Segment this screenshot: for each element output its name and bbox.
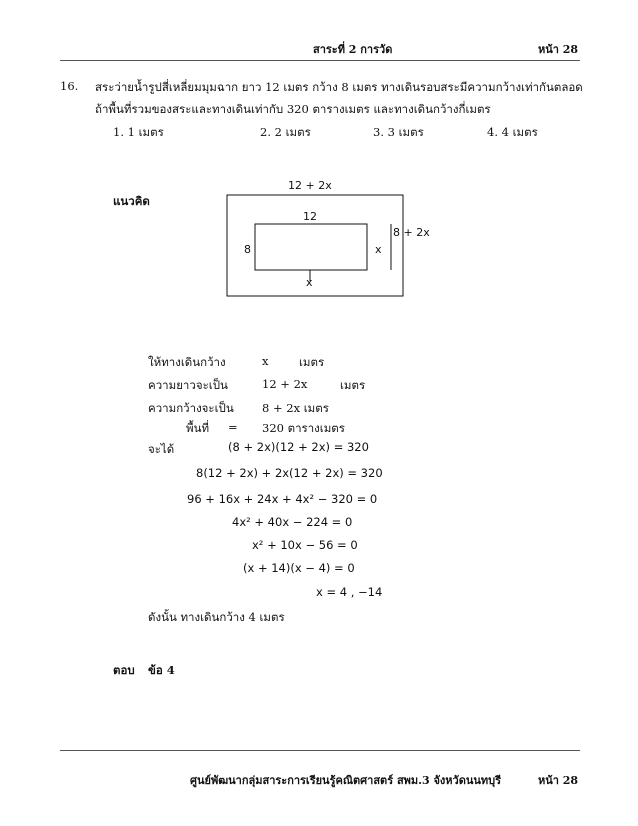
conclusion: ดังนั้น ทางเดินกว้าง 4 เมตร xyxy=(148,610,285,624)
setup-equals-4: = xyxy=(228,420,238,434)
setup-value-2: 12 + 2x xyxy=(262,377,308,391)
question-line-1: สระว่ายน้ำรูปสี่เหลี่ยมมุมฉาก ยาว 12 เมตร กว้าง 8 เมตร ทางเดินรอบสระมีความกว้างเท่ากันตลอด xyxy=(95,80,583,94)
equation-4: 4x² + 40x − 224 = 0 xyxy=(232,515,353,529)
setup-label-4: พื้นที่ xyxy=(186,421,210,435)
equation-3: 96 + 16x + 24x + 4x² − 320 = 0 xyxy=(187,492,378,506)
setup-label-3: ความกว้างจะเป็น xyxy=(148,401,234,415)
setup-value-3: 8 + 2x เมตร xyxy=(262,401,329,415)
footer-center: ศูนย์พัฒนากลุ่มสาระการเรียนรู้คณิตศาสตร์ สพม.3 จังหวัดนนทบุรี xyxy=(190,774,502,787)
header-page-number: หน้า 28 xyxy=(538,43,579,56)
footer-rule xyxy=(60,750,580,751)
setup-label-1: ให้ทางเดินกว้าง xyxy=(148,355,226,369)
equation-7: x = 4 , −14 xyxy=(316,585,383,599)
equation-5: x² + 10x − 56 = 0 xyxy=(252,538,358,552)
setup-unit-4: 320 ตารางเมตร xyxy=(262,421,345,435)
setup-unit-2: เมตร xyxy=(340,378,366,392)
setup-label-2: ความยาวจะเป็น xyxy=(148,378,228,392)
inner-length-label: 12 xyxy=(303,210,317,223)
choice-2: 2. 2 เมตร xyxy=(260,125,311,139)
footer-page-number: หน้า 28 xyxy=(538,774,579,787)
setup-unit-1: เมตร xyxy=(299,355,325,369)
equation-2: 8(12 + 2x) + 2x(12 + 2x) = 320 xyxy=(196,466,383,480)
outer-width-label: 8 + 2x xyxy=(393,226,430,239)
bottom-gap-label: x xyxy=(306,276,313,289)
inner-width-label: 8 xyxy=(244,243,251,256)
setup-value-1: x xyxy=(262,354,269,368)
solution-heading: แนวคิด xyxy=(113,194,150,208)
question-number: 16. xyxy=(60,79,79,93)
question-line-2: ถ้าพื้นที่รวมของสระและทางเดินเท่ากับ 320 ตารางเมตร และทางเดินกว้างกี่เมตร xyxy=(95,102,491,116)
choice-4: 4. 4 เมตร xyxy=(487,125,538,139)
right-gap-label: x xyxy=(375,243,382,256)
equation-1: (8 + 2x)(12 + 2x) = 320 xyxy=(228,440,369,454)
pool-rectangle xyxy=(255,224,367,270)
equation-6: (x + 14)(x − 4) = 0 xyxy=(243,561,355,575)
get-label: จะได้ xyxy=(148,442,175,456)
choice-1: 1. 1 เมตร xyxy=(113,125,164,139)
header-rule xyxy=(60,60,580,61)
header-subject: สาระที่ 2 การวัด xyxy=(313,43,393,56)
answer-value: ข้อ 4 xyxy=(148,663,175,677)
pool-diagram xyxy=(215,175,455,305)
choice-3: 3. 3 เมตร xyxy=(373,125,424,139)
outer-length-label: 12 + 2x xyxy=(288,179,332,192)
answer-label: ตอบ xyxy=(113,663,135,677)
